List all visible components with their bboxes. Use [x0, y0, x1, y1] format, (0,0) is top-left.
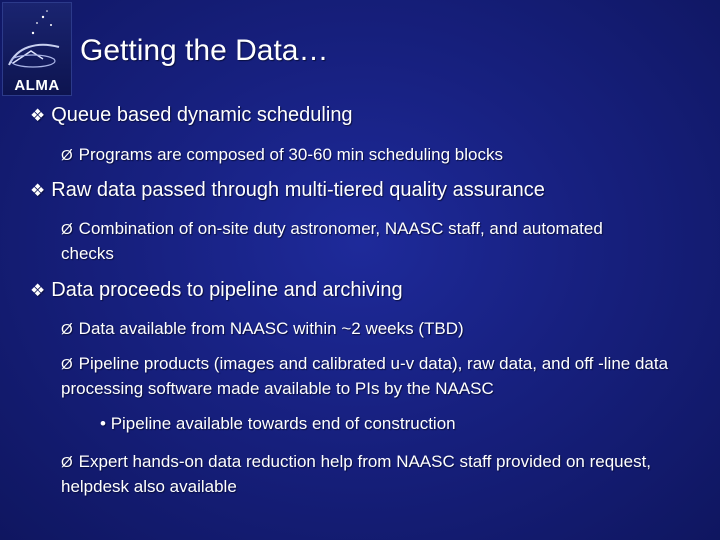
arrow-bullet-icon: Ø [61, 356, 73, 373]
bullet-1 [30, 104, 353, 127]
slide-title: Getting the Data… [80, 34, 329, 67]
bullet-3-sub-2-sub-1-text: Pipeline available towards end of construction [110, 414, 456, 433]
bullet-3-sub-2-text: Pipeline products (images and calibrated u-v data), raw data, and off -line data processing software made available to PIs by the NAASC [61, 354, 669, 398]
arrow-bullet-icon: Ø [61, 454, 73, 471]
arrow-bullet-icon: Ø [61, 221, 73, 238]
bullet-3-sub-3 [61, 450, 701, 499]
bullet-3-sub-2-sub-1 [100, 414, 456, 434]
bullet-2-sub-1 [61, 217, 621, 266]
bullet-2 [30, 179, 545, 202]
dot-bullet-icon: • [100, 414, 106, 433]
arrow-bullet-icon: Ø [61, 147, 73, 164]
bullet-2-sub-1-text: Combination of on-site duty astronomer, NAASC staff, and automated checks [61, 219, 603, 263]
bullet-3-sub-1-text: Data available from NAASC within ~2 weeks (TBD) [78, 319, 464, 338]
logo-text: ALMA [14, 77, 60, 94]
bullet-1-text: Queue based dynamic scheduling [51, 104, 353, 126]
bullet-3-text: Data proceeds to pipeline and archiving [51, 279, 403, 301]
bullet-3-sub-1 [61, 317, 711, 342]
diamond-bullet-icon: ❖ [30, 281, 46, 300]
diamond-bullet-icon: ❖ [30, 181, 46, 200]
alma-logo [2, 2, 72, 96]
bullet-3-sub-2 [61, 352, 716, 401]
diamond-bullet-icon: ❖ [30, 106, 46, 125]
bullet-3 [30, 279, 403, 302]
bullet-1-sub-1-text: Programs are composed of 30-60 min scheduling blocks [78, 145, 503, 164]
bullet-1-sub-1 [61, 143, 711, 168]
bullet-2-text: Raw data passed through multi-tiered quality assurance [51, 179, 545, 201]
bullet-3-sub-3-text: Expert hands-on data reduction help from NAASC staff provided on request, helpdesk also available [61, 452, 652, 496]
arrow-bullet-icon: Ø [61, 321, 73, 338]
